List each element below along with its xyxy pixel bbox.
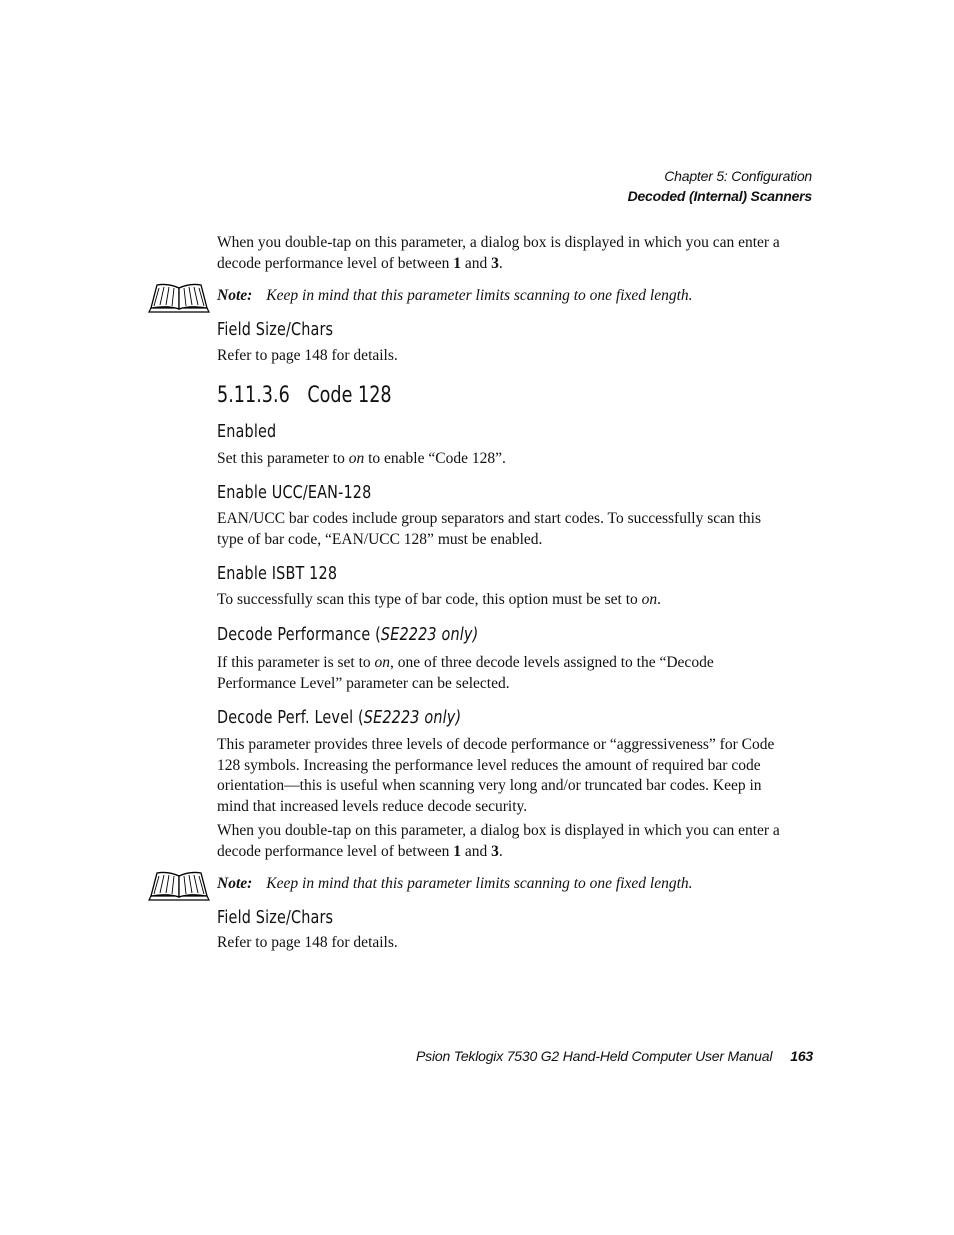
- field-size-2-text: Refer to page 148 for details.: [217, 934, 398, 951]
- note-label: Note:: [217, 287, 253, 304]
- heading-decode-level: Decode Perf. Level (SE2223 only): [217, 707, 462, 728]
- note-text: Keep in mind that this parameter limits scanning to one fixed length.: [266, 875, 693, 892]
- decode-level-text: This parameter provides three levels of decode performance or “aggressiveness” for Code 128 symbols. Increasing the performance level reduces the amount of required bar code orientation—this is useful when scanning very long and/or truncated bar codes. Keep in mind that increased levels reduce decode security.: [217, 736, 775, 815]
- ucc-text: EAN/UCC bar codes include group separators and start codes. To successfully scan this type of bar code, “EAN/UCC 128” must be enabled.: [217, 510, 762, 548]
- running-header-chapter: Chapter 5: Configuration: [664, 168, 812, 184]
- heading-ucc: Enable UCC/EAN-128: [217, 482, 372, 503]
- section-title: Code 128: [307, 383, 392, 408]
- note-2: [148, 870, 788, 902]
- footer-manual-title: Psion Teklogix 7530 G2 Hand-Held Computer User Manual: [416, 1048, 773, 1064]
- book-icon: [148, 282, 210, 314]
- note-text: Keep in mind that this parameter limits scanning to one fixed length.: [266, 287, 693, 304]
- heading-decode-performance: Decode Performance (SE2223 only): [217, 624, 479, 645]
- page-number: 163: [790, 1048, 813, 1064]
- field-size-1-text: Refer to page 148 for details.: [217, 347, 398, 364]
- heading-enabled: Enabled: [217, 421, 277, 442]
- note-1: [148, 282, 788, 314]
- isbt-text: To successfully scan this type of bar code, this option must be set to on.: [217, 591, 662, 608]
- decode-level-text-2: When you double-tap on this parameter, a dialog box is displayed in which you can enter a decode performance level of between 1 and 3.: [217, 822, 780, 860]
- heading-isbt: Enable ISBT 128: [217, 563, 338, 584]
- section-heading: [217, 382, 673, 410]
- book-icon: [148, 870, 210, 902]
- heading-field-size-2: Field Size/Chars: [217, 907, 334, 928]
- intro-paragraph: When you double-tap on this parameter, a dialog box is displayed in which you can enter a decode performance level of between 1 and 3.: [217, 234, 780, 272]
- enabled-text: Set this parameter to on to enable “Code 128”.: [217, 450, 506, 467]
- page-footer: [300, 1048, 813, 1064]
- heading-field-size-1: Field Size/Chars: [217, 319, 334, 340]
- decode-performance-text: If this parameter is set to on, one of three decode levels assigned to the “Decode Performance Level” parameter can be selected.: [217, 654, 714, 692]
- note-label: Note:: [217, 875, 253, 892]
- section-number: 5.11.3.6: [217, 383, 290, 408]
- running-header-section: Decoded (Internal) Scanners: [627, 188, 812, 204]
